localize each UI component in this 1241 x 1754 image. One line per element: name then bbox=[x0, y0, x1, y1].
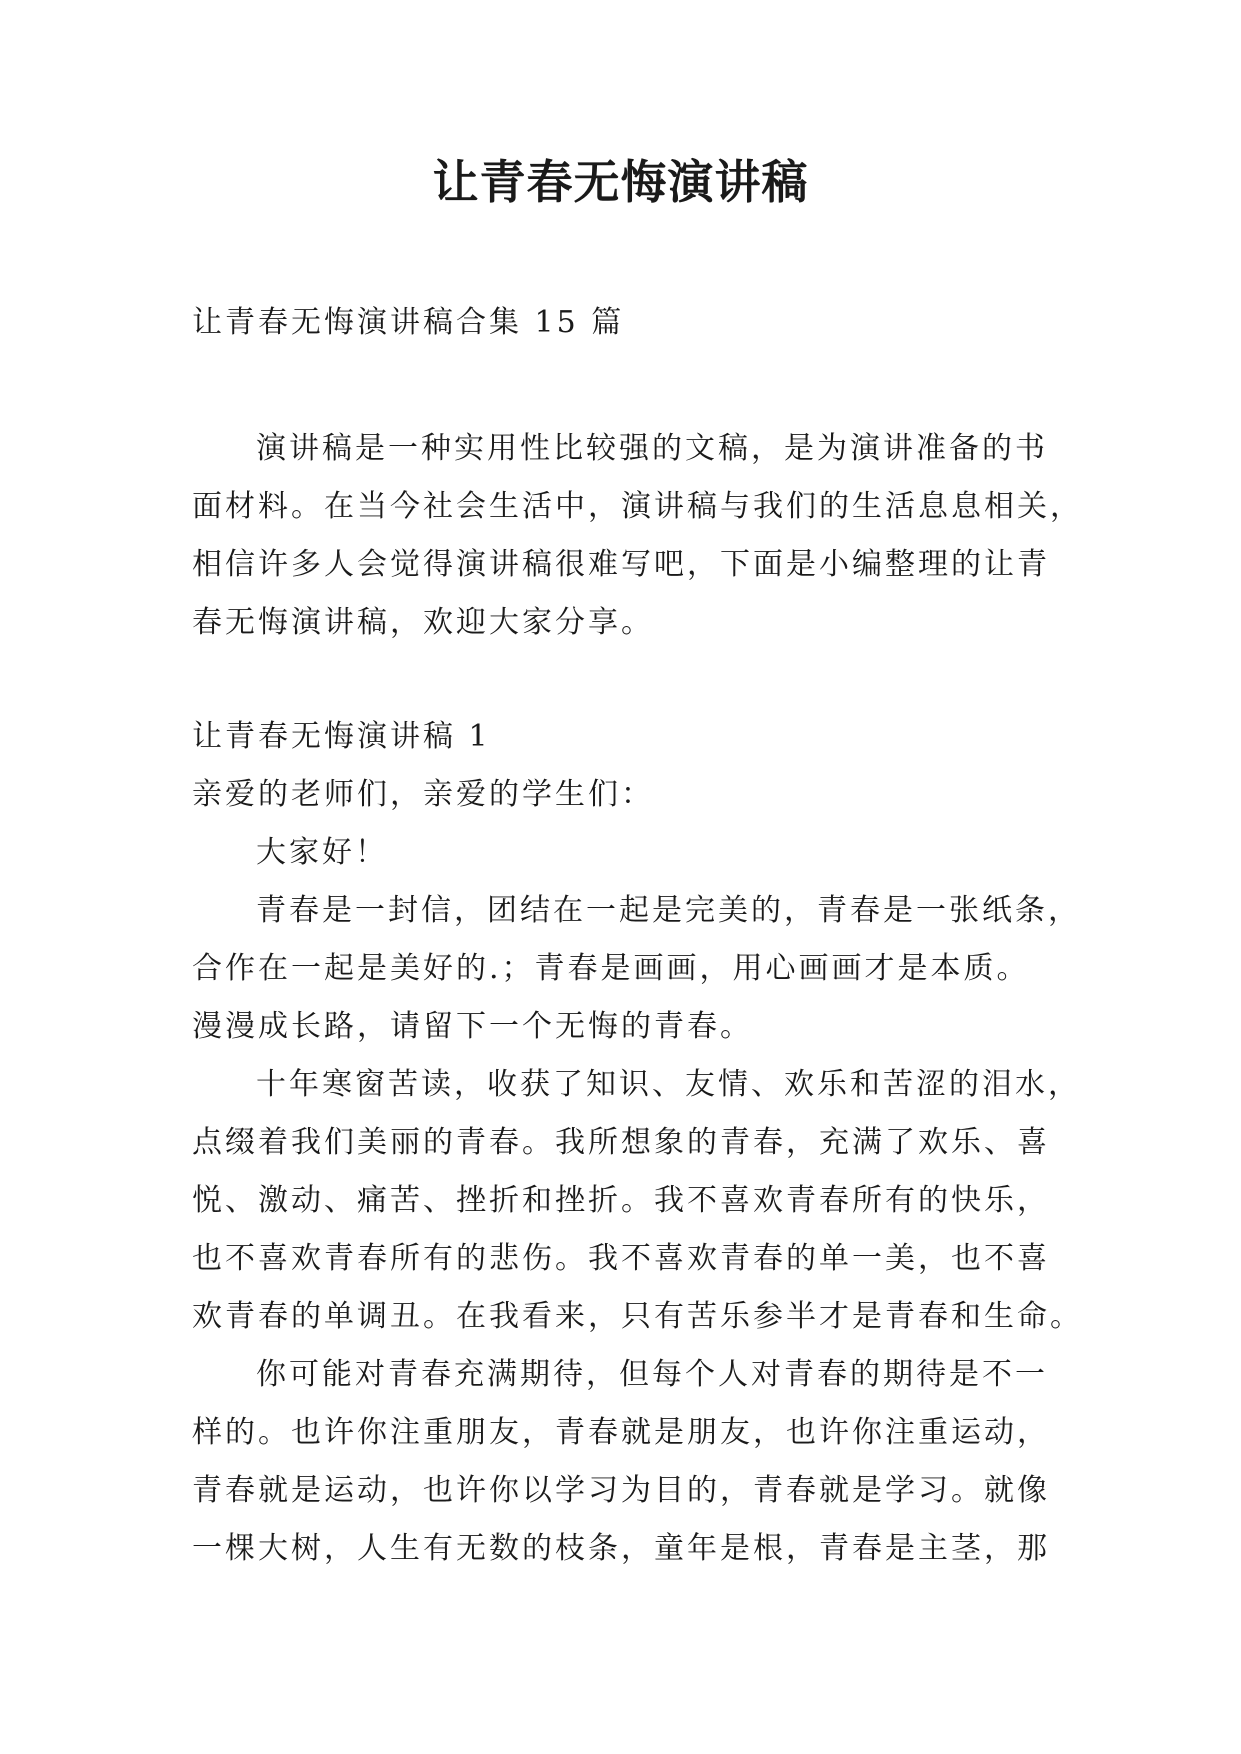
paragraph-line: 漫漫成长路，请留下一个无悔的青春。 bbox=[192, 1009, 753, 1044]
paragraph-line: 一棵大树，人生有无数的枝条，童年是根，青春是主茎，那 bbox=[192, 1531, 1050, 1566]
paragraph-line: 悦、激动、痛苦、挫折和挫折。我不喜欢青春所有的快乐， bbox=[192, 1183, 1050, 1218]
paragraph-line: 你可能对青春充满期待，但每个人对青春的期待是不一 bbox=[256, 1357, 1048, 1392]
intro-paragraph bbox=[192, 420, 1083, 652]
paragraph-line: 十年寒窗苦读，收获了知识、友情、欢乐和苦涩的泪水， bbox=[256, 1067, 1081, 1102]
paragraph-line: 样的。也许你注重朋友，青春就是朋友，也许你注重运动， bbox=[192, 1415, 1050, 1450]
paragraph-line: 点缀着我们美丽的青春。我所想象的青春，充满了欢乐、喜 bbox=[192, 1125, 1050, 1160]
subtitle: 让青春无悔演讲稿合集 15 篇 bbox=[192, 305, 625, 340]
greeting: 大家好！ bbox=[256, 835, 388, 870]
intro-line: 演讲稿是一种实用性比较强的文稿，是为演讲准备的书 bbox=[256, 431, 1048, 466]
intro-line: 相信许多人会觉得演讲稿很难写吧，下面是小编整理的让青 bbox=[192, 547, 1050, 582]
paragraph-2 bbox=[192, 1056, 1083, 1346]
speech-section bbox=[192, 708, 1083, 1578]
paragraph-1 bbox=[192, 882, 1081, 1056]
document-title: 让青春无悔演讲稿 bbox=[432, 155, 809, 209]
intro-line: 面材料。在当今社会生活中，演讲稿与我们的生活息息相关， bbox=[192, 489, 1083, 524]
section-heading: 让青春无悔演讲稿 1 bbox=[192, 719, 491, 754]
intro-line: 春无悔演讲稿，欢迎大家分享。 bbox=[192, 605, 654, 640]
paragraph-line: 合作在一起是美好的.；青春是画画，用心画画才是本质。 bbox=[192, 951, 1030, 986]
paragraph-line: 青春是一封信，团结在一起是完美的，青春是一张纸条， bbox=[256, 893, 1081, 928]
paragraph-line: 也不喜欢青春所有的悲伤。我不喜欢青春的单一美，也不喜 bbox=[192, 1241, 1050, 1276]
paragraph-line: 青春就是运动，也许你以学习为目的，青春就是学习。就像 bbox=[192, 1473, 1050, 1508]
document-body bbox=[192, 294, 1083, 1578]
paragraph-3 bbox=[192, 1346, 1052, 1578]
salutation: 亲爱的老师们，亲爱的学生们： bbox=[192, 777, 654, 812]
paragraph-line: 欢青春的单调丑。在我看来，只有苦乐参半才是青春和生命。 bbox=[192, 1299, 1083, 1334]
